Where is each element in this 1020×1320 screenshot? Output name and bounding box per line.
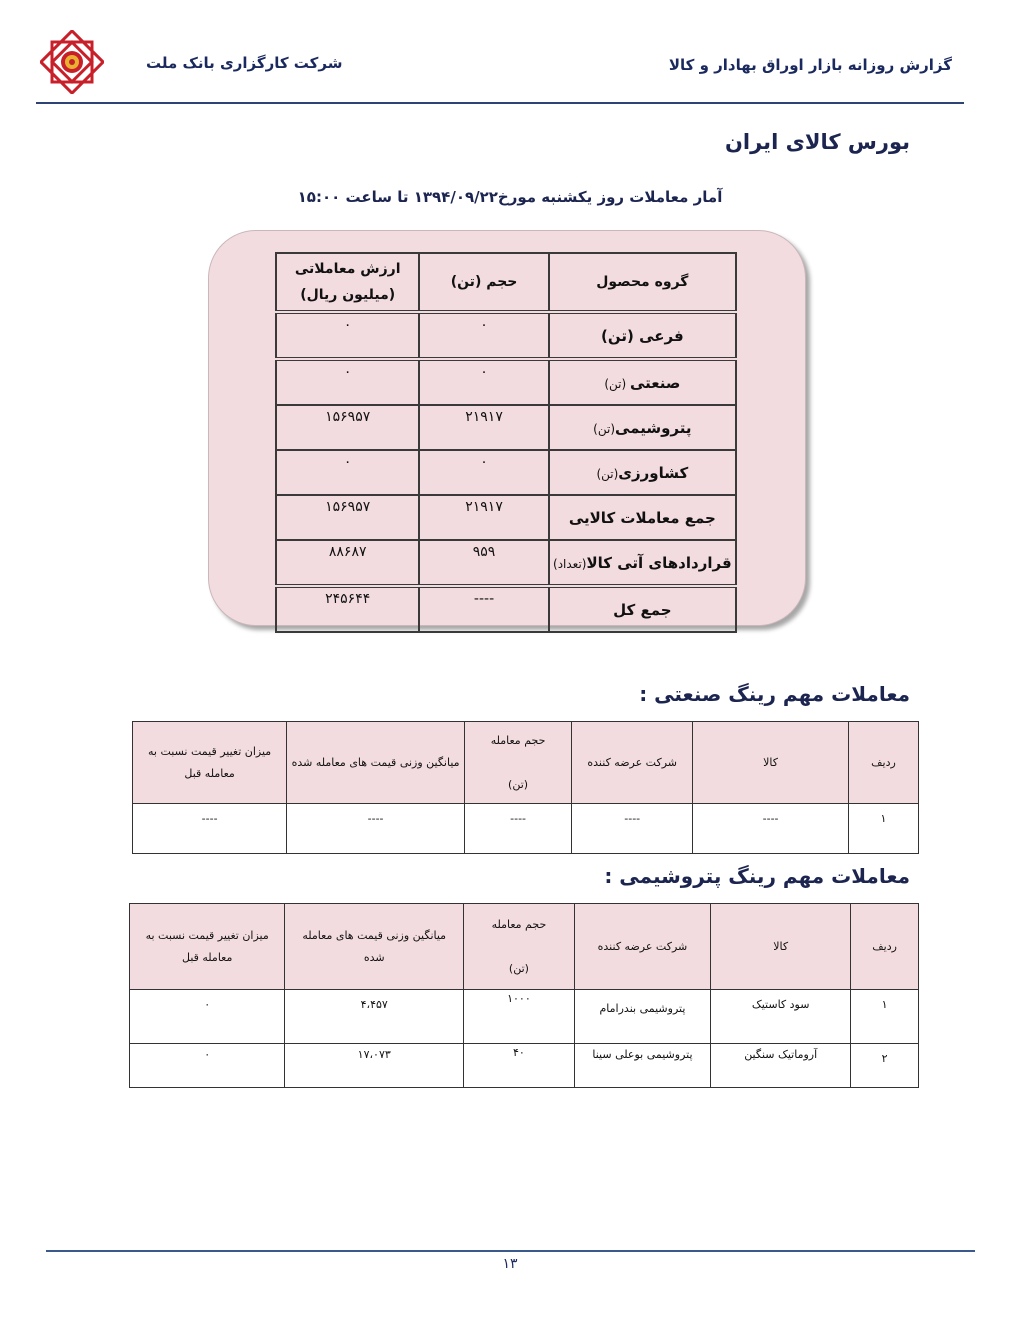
row-label-text: پتروشیمی [615,418,692,437]
row-label-text: کشاورزی [618,463,689,482]
petro-header-row [130,904,919,990]
cell-row-number: ۱ [851,990,919,1044]
section-title-commodity-exchange: بورس کالای ایران [725,130,910,154]
row-label [549,495,736,540]
row-volume: ۰ [419,312,548,359]
cell-row-number: ۱ [848,804,918,854]
summary-table [275,252,737,633]
header-row-number: ردیف [848,722,918,804]
cell-commodity: سود کاستیک [711,990,851,1044]
company-logo [40,30,104,94]
row-label-text: قراردادهای آتی کالا [586,553,732,572]
cell-price-change: ۰ [130,1044,285,1088]
cell-volume: ۱۰۰۰ [464,990,575,1044]
header-divider [36,102,964,104]
header-trade-volume-line2: (تن) [508,777,529,791]
summary-row [276,586,736,632]
header-trade-value-line2: (میلیون ریال) [300,287,396,303]
header-price-change-line1: میزان تغییر قیمت نسبت به [148,744,272,758]
row-value: ۱۵۶۹۵۷ [276,495,419,540]
row-label [549,312,736,359]
header-trade-volume [464,722,571,804]
header-avg-price-line2: شده [363,950,385,964]
header-price-change-line1: میزان تغییر قیمت نسبت به [145,928,269,942]
header-avg-price: میانگین وزنی قیمت های معامله شده [287,722,465,804]
table-row [130,990,919,1044]
header-trade-volume-line1: حجم معامله [491,917,547,931]
row-unit: (تن) [593,421,615,436]
cell-volume: ۴۰ [464,1044,575,1088]
petrochemical-ring-table [129,903,919,1088]
header-price-change [130,904,285,990]
row-volume: ۹۵۹ [419,540,548,586]
header-avg-price [285,904,464,990]
footer-divider [46,1250,975,1252]
header-trade-volume [464,904,575,990]
row-unit: (تعداد) [553,556,587,571]
company-name: شرکت کارگزاری بانک ملت [146,54,343,72]
row-value: ۰ [276,312,419,359]
report-title: گزارش روزانه بازار اوراق بهادار و کالا [668,56,952,74]
header-volume: حجم (تن) [419,253,548,312]
row-volume: ۲۱۹۱۷ [419,495,548,540]
row-label [549,586,736,632]
row-value: ۰ [276,450,419,495]
cell-avg-price: ---- [287,804,465,854]
cell-avg-price: ۴،۴۵۷ [285,990,464,1044]
row-volume: ۰ [419,450,548,495]
industrial-header-row [133,722,919,804]
row-unit: (تن) [604,376,630,391]
summary-row [276,405,736,450]
section-title-industrial-ring: معاملات مهم رینگ صنعتی : [639,682,910,706]
summary-row [276,359,736,405]
row-label [549,540,736,586]
row-value: ۱۵۶۹۵۷ [276,405,419,450]
page-number: ۱۳ [502,1256,518,1272]
header-product-group: گروه محصول [549,253,736,312]
cell-price-change: ---- [133,804,287,854]
table-row [133,804,919,854]
summary-row [276,450,736,495]
row-label-text: فرعی (تن) [601,326,684,345]
summary-header-row [276,253,736,312]
summary-row [276,495,736,540]
header-trade-value-line1: ارزش معاملاتی [294,261,401,277]
header-supplier: شرکت عرضه کننده [574,904,710,990]
row-value: ۸۸۶۸۷ [276,540,419,586]
header-commodity: کالا [693,722,849,804]
table-row [130,1044,919,1088]
section-title-petrochemical-ring: معاملات مهم رینگ پتروشیمی : [604,864,910,888]
header-price-change-line2: معامله قبل [184,766,235,780]
header-trade-value [276,253,419,312]
row-unit: (تن) [596,466,619,481]
header-supplier: شرکت عرضه کننده [572,722,693,804]
cell-price-change: ۰ [130,990,285,1044]
header-price-change [133,722,287,804]
cell-commodity: ---- [693,804,849,854]
row-value: ۲۴۵۶۴۴ [276,586,419,632]
summary-row [276,312,736,359]
summary-row [276,540,736,586]
header-avg-price-line1: میانگین وزنی قیمت های معامله [302,928,447,942]
header-commodity: کالا [711,904,851,990]
cell-commodity: آروماتیک سنگین [711,1044,851,1088]
trading-stats-subtitle: آمار معاملات روز یکشنبه مورخ۱۳۹۴/۰۹/۲۲ تا ساعت ۱۵:۰۰ [297,188,723,206]
header-trade-volume-line2: (تن) [508,961,529,975]
cell-supplier: پتروشیمی بندرامام [574,990,710,1044]
cell-volume: ---- [464,804,571,854]
row-volume: ۰ [419,359,548,405]
cell-row-number: ۲ [851,1044,919,1088]
row-value: ۰ [276,359,419,405]
row-label [549,359,736,405]
cell-supplier: ---- [572,804,693,854]
row-label [549,405,736,450]
row-label-text: صنعتی [629,373,681,392]
cell-avg-price: ۱۷،۰۷۳ [285,1044,464,1088]
header-trade-volume-line1: حجم معامله [490,733,546,747]
cell-supplier: پتروشیمی بوعلی سینا [574,1044,710,1088]
industrial-ring-table [132,721,919,854]
header-price-change-line2: معامله قبل [181,950,233,964]
row-label-text: جمع معاملات کالایی [568,508,716,527]
header-row-number: ردیف [851,904,919,990]
row-label-text: جمع کل [613,600,672,619]
row-volume: ---- [419,586,548,632]
row-volume: ۲۱۹۱۷ [419,405,548,450]
row-label [549,450,736,495]
